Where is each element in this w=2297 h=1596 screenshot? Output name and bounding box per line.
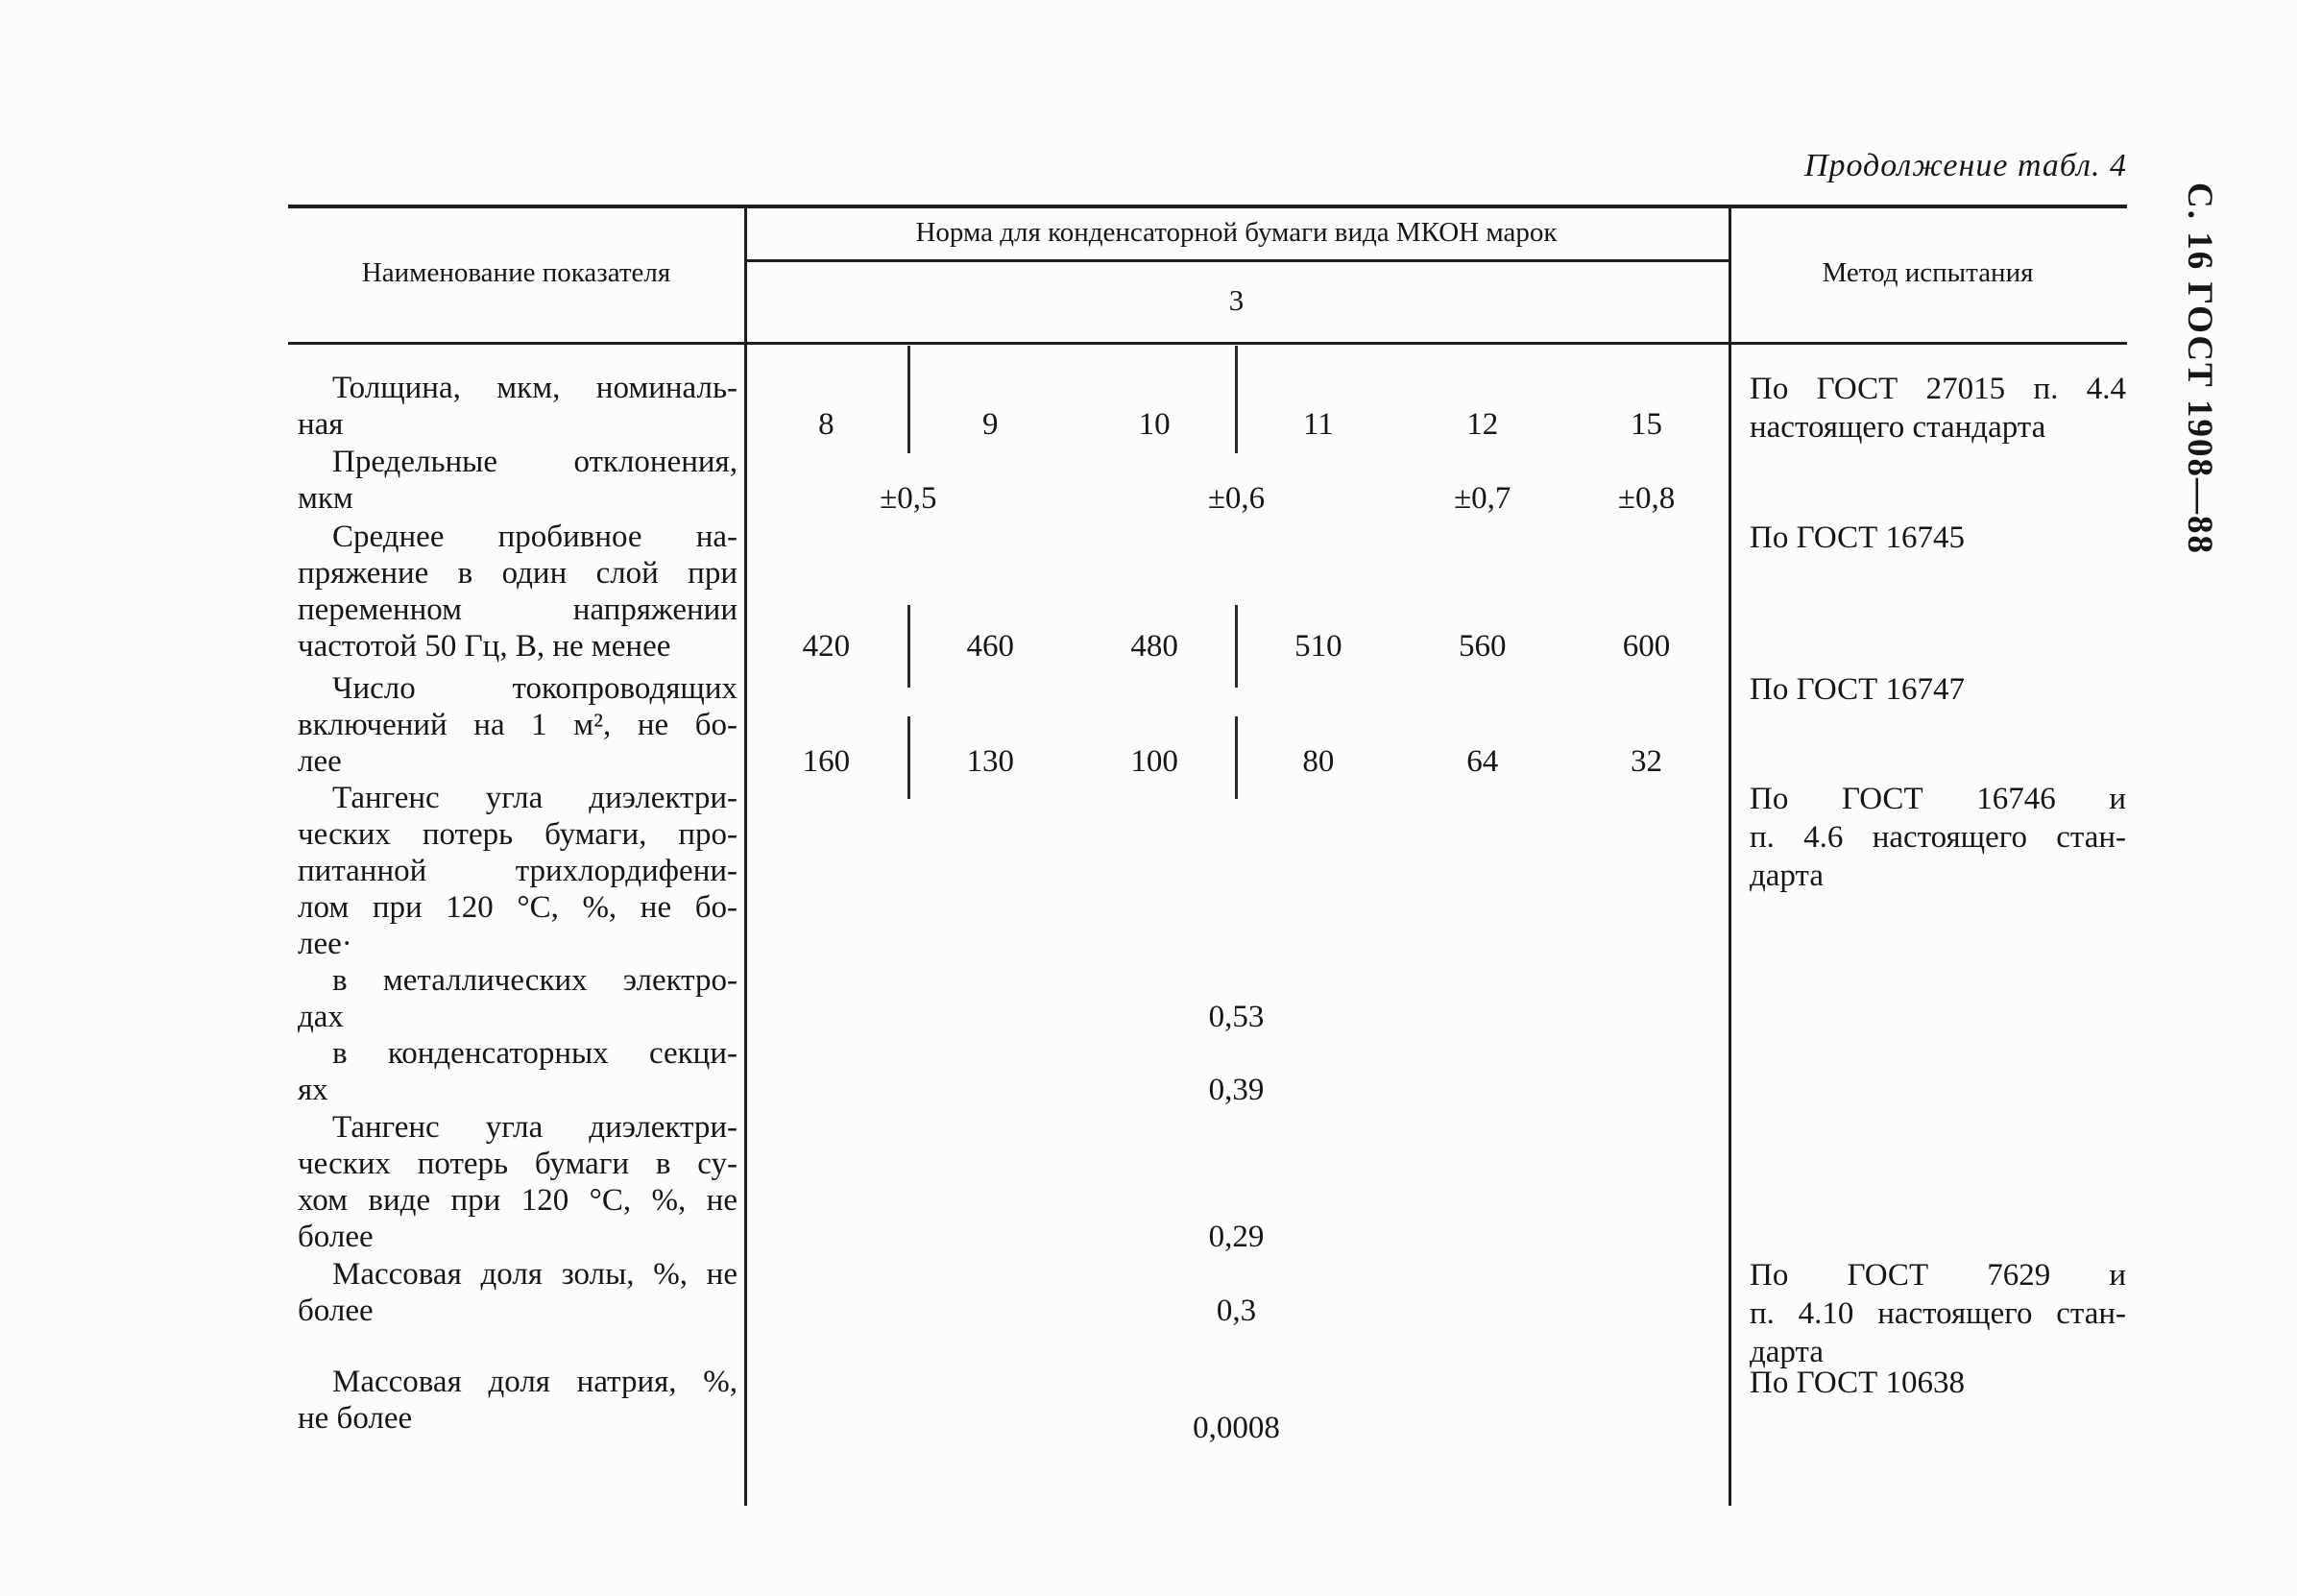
- row-label-sodium-content: [298, 1364, 737, 1437]
- label-line: Среднее пробивное на-: [332, 520, 737, 554]
- row-method-ash-content: [1750, 1256, 2126, 1371]
- value-cell: ±0,8: [1617, 480, 1676, 516]
- value-cell: 10: [1138, 406, 1171, 442]
- label-line: Число токопроводящих: [332, 671, 737, 706]
- row-values-limit-deviations: [744, 480, 1729, 517]
- label-line: ческих потерь бумаги, про-: [298, 817, 737, 852]
- value-cell: 0,3: [1216, 1293, 1257, 1328]
- table-continuation-label: Продолжение табл. 4: [1803, 148, 2127, 183]
- label-line: ях: [298, 1073, 328, 1107]
- value-cell: 130: [966, 743, 1014, 779]
- label-line: ческих потерь бумаги в су-: [298, 1147, 737, 1181]
- label-line: более: [298, 1220, 374, 1254]
- value-cell: 100: [1130, 743, 1178, 779]
- value-cell: ±0,7: [1454, 480, 1511, 516]
- header-norm-group: [744, 262, 1729, 339]
- label-line: Массовая доля золы, %, не: [332, 1257, 737, 1292]
- label-line: Массовая доля натрия, %,: [332, 1365, 737, 1399]
- header-name-column-label: Наименование показателя: [361, 257, 671, 288]
- row-values-thickness: [744, 406, 1729, 443]
- label-line: в конденсаторных секци-: [332, 1036, 737, 1071]
- value-cell: 600: [1622, 628, 1671, 664]
- row-values-conductive-inclusions: [744, 743, 1729, 780]
- value-cell: 64: [1466, 743, 1499, 779]
- label-line: лее: [298, 744, 342, 779]
- column-divider-norm-method: [1729, 205, 1731, 1506]
- value-cell: 460: [966, 628, 1014, 664]
- method-line: По ГОСТ 7629 и: [1750, 1258, 2126, 1293]
- row-label-capacitor-sections: [298, 1035, 737, 1108]
- method-line: дарта: [1750, 1335, 1824, 1369]
- row-value-metal-electrodes: [744, 999, 1729, 1035]
- row-value-sodium-content: [744, 1410, 1729, 1446]
- method-line: п. 4.10 настоящего стан-: [1750, 1296, 2126, 1331]
- row-label-limit-deviations: [298, 444, 737, 517]
- label-line: переменном напряжении: [298, 592, 737, 627]
- label-line: лом при 120 °С, %, не бо-: [298, 890, 737, 925]
- method-line: По ГОСТ 10638: [1750, 1366, 1965, 1400]
- row-method-conductive-inclusions: [1750, 670, 2126, 709]
- method-line: п. 4.6 настоящего стан-: [1750, 820, 2126, 855]
- header-norm-column-label: Норма для конденсаторной бумаги вида МКОН марок: [915, 217, 1558, 248]
- row-label-breakdown-voltage: [298, 519, 737, 665]
- value-cell: 9: [981, 406, 999, 442]
- label-line: лее·: [298, 927, 352, 961]
- method-line: По ГОСТ 16747: [1750, 672, 1965, 707]
- label-line: включений на 1 м², не бо-: [298, 708, 737, 742]
- label-line: не более: [298, 1401, 413, 1436]
- label-line: более: [298, 1294, 374, 1328]
- value-cell: 420: [802, 628, 851, 664]
- row-value-capacitor-sections: [744, 1072, 1729, 1108]
- label-line: частотой 50 Гц, В, не менее: [298, 629, 671, 664]
- label-line: Тангенс угла диэлектри-: [332, 781, 737, 815]
- value-cell: ±0,5: [880, 480, 937, 516]
- label-line: Тангенс угла диэлектри-: [332, 1110, 737, 1145]
- label-line: питанной трихлордифени-: [298, 854, 737, 888]
- value-cell: 0,0008: [1193, 1410, 1280, 1445]
- value-cell: 11: [1303, 406, 1334, 442]
- header-norm-column: [744, 206, 1729, 259]
- row-label-conductive-inclusions: [298, 670, 737, 780]
- table-header-bottom-border: [288, 342, 2127, 345]
- value-cell: 560: [1458, 628, 1507, 664]
- value-cell: 0,53: [1208, 999, 1265, 1034]
- label-line: Предельные отклонения,: [332, 445, 737, 479]
- row-label-metal-electrodes: [298, 962, 737, 1035]
- row-label-loss-tangent-impregnated: [298, 780, 737, 962]
- label-line: Толщина, мкм, номиналь-: [332, 371, 737, 405]
- value-cell: 510: [1294, 628, 1342, 664]
- label-line: хом виде при 120 °С, %, не: [298, 1183, 737, 1218]
- row-method-loss-tangent-impregnated: [1750, 780, 2126, 895]
- label-line: ная: [298, 407, 344, 442]
- value-cell: 32: [1631, 743, 1663, 779]
- value-cell: 160: [802, 743, 851, 779]
- value-cell: 80: [1302, 743, 1335, 779]
- row-method-thickness: [1750, 370, 2126, 447]
- row-values-breakdown-voltage: [744, 628, 1729, 665]
- header-method-column: [1729, 205, 2127, 342]
- method-line: дарта: [1750, 858, 1824, 893]
- header-name-column: [288, 205, 744, 342]
- method-line: настоящего стандарта: [1750, 410, 2046, 445]
- page-side-label: С. 16 ГОСТ 1908—88: [2180, 182, 2219, 555]
- label-line: дах: [298, 1000, 344, 1034]
- row-value-loss-tangent-dry: [744, 1219, 1729, 1255]
- row-value-ash-content: [744, 1293, 1729, 1329]
- header-norm-group-label: 3: [1228, 283, 1245, 317]
- value-cell: 0,29: [1208, 1219, 1265, 1254]
- row-label-thickness: [298, 370, 737, 443]
- value-cell: 0,39: [1208, 1072, 1265, 1107]
- label-line: мкм: [298, 481, 353, 516]
- method-line: По ГОСТ 16746 и: [1750, 782, 2126, 816]
- label-line: в металлических электро-: [332, 963, 737, 998]
- method-line: По ГОСТ 27015 п. 4.4: [1750, 372, 2126, 406]
- label-line: пряжение в один слой при: [298, 556, 737, 591]
- header-method-column-label: Метод испытания: [1822, 257, 2034, 288]
- value-cell: 8: [818, 406, 834, 442]
- row-label-loss-tangent-dry: [298, 1109, 737, 1255]
- method-line: По ГОСТ 16745: [1750, 520, 1965, 555]
- value-cell: 480: [1130, 628, 1178, 664]
- row-label-ash-content: [298, 1256, 737, 1329]
- row-method-breakdown-voltage: [1750, 519, 2126, 557]
- value-cell: 15: [1631, 406, 1663, 442]
- value-cell: ±0,6: [1207, 480, 1266, 516]
- value-cell: 12: [1466, 406, 1499, 442]
- row-method-sodium-content: [1750, 1364, 2126, 1402]
